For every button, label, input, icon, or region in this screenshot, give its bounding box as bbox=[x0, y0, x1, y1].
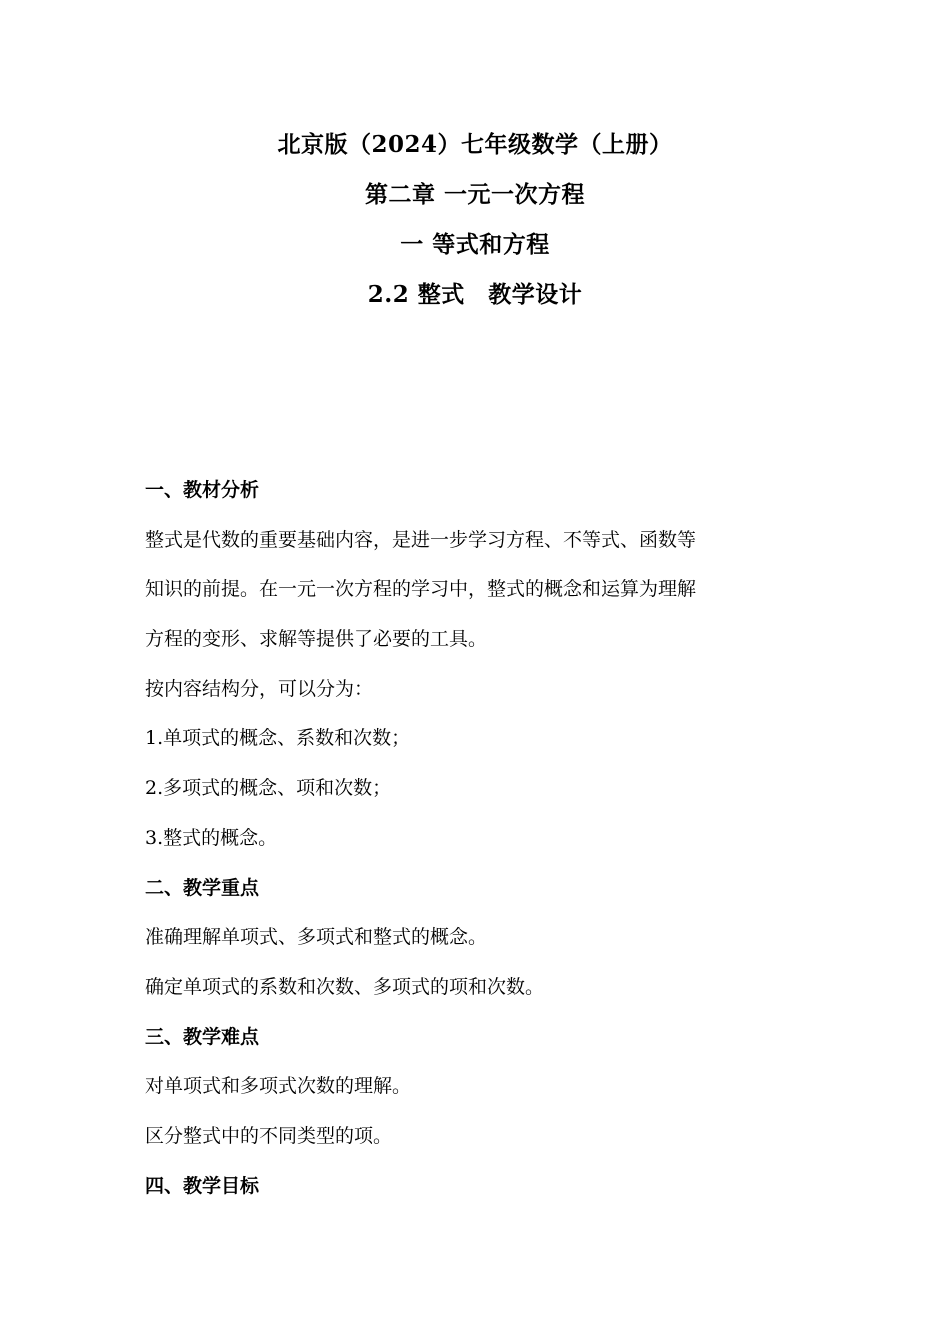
section-heading-key-points: 二、教学重点 bbox=[145, 876, 260, 899]
title-block bbox=[0, 120, 950, 320]
list-item: 2.多项式的概念、项和次数； bbox=[145, 777, 392, 800]
paragraph-line: 确定单项式的系数和次数、多项式的项和次数。 bbox=[145, 975, 545, 998]
paragraph-line: 区分整式中的不同类型的项。 bbox=[145, 1124, 393, 1147]
paragraph-line: 准确理解单项式、多项式和整式的概念。 bbox=[145, 926, 488, 949]
lesson-title: 2.2 整式 教学设计 bbox=[367, 281, 583, 308]
section-heading-textbook-analysis: 一、教材分析 bbox=[145, 479, 260, 501]
paragraph-line: 知识的前提。在一元一次方程的学习中，整式的概念和运算为理解 bbox=[145, 578, 697, 601]
section-title: 一 等式和方程 bbox=[400, 231, 550, 258]
section-heading-difficulties: 三、教学难点 bbox=[145, 1025, 260, 1048]
chapter-title: 第二章 一元一次方程 bbox=[364, 181, 585, 208]
section-heading-objectives: 四、教学目标 bbox=[145, 1174, 260, 1197]
list-item: 1.单项式的概念、系数和次数； bbox=[145, 727, 411, 750]
document-title: 北京版（2024）七年级数学（上册） bbox=[277, 131, 673, 158]
paragraph-line: 对单项式和多项式次数的理解。 bbox=[145, 1075, 412, 1098]
document-body bbox=[145, 466, 825, 1211]
paragraph-line: 整式是代数的重要基础内容，是进一步学习方程、不等式、函数等 bbox=[145, 528, 697, 551]
list-item: 3.整式的概念。 bbox=[145, 826, 278, 849]
paragraph-line: 按内容结构分，可以分为： bbox=[145, 677, 374, 700]
paragraph-line: 方程的变形、求解等提供了必要的工具。 bbox=[145, 628, 488, 651]
